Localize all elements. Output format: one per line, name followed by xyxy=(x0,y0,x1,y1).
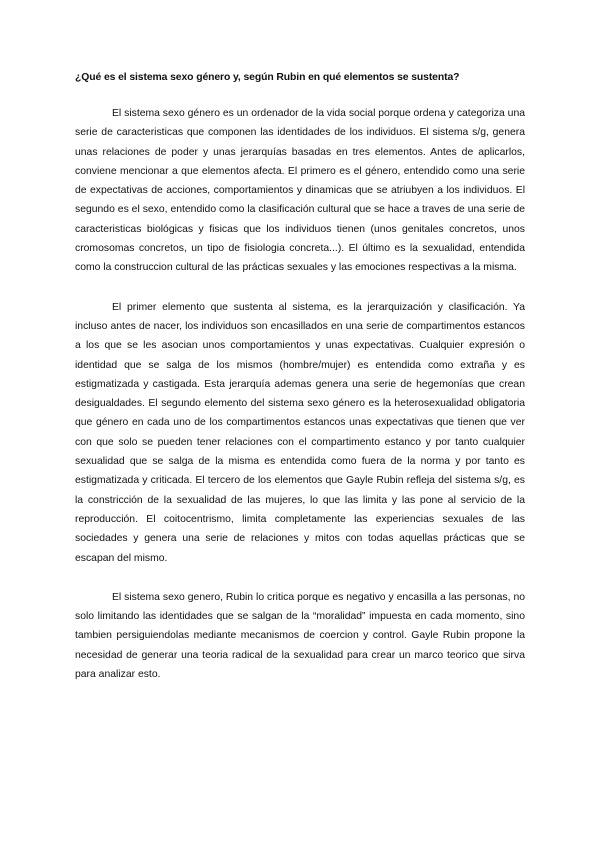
paragraph-1: El sistema sexo género es un ordenador de la vida social porque ordena y categoriza una serie de caracteristicas que componen las identidades de los individuos. El sistema s/g, genera unas relaciones de poder y unas jerarquías basadas en tres elementos. Antes de aplicarlos, conviene mencionar a que elementos afecta. El primero es el género, entendido como una serie de expectativas de acciones, comportamientos y dinamicas que se atriubyen a los individuos. El segundo es el sexo, entendido como la clasificación cultural que se hace a traves de una serie de caracteristicas biológicas y fisicas que los individuos tienen (unos genitales concretos, unos cromosomas concretos, un tipo de fisiologia concreta...). El último es la sexualidad, entendida como la construccion cultural de las prácticas sexuales y las emociones respectivas a la misma. xyxy=(75,108,525,274)
document-heading: ¿Qué es el sistema sexo género y, según Rubin en qué elementos se sustenta? xyxy=(75,72,460,83)
document-body xyxy=(75,71,525,704)
paragraph-2: El primer elemento que sustenta al sistema, es la jerarquización y clasificación. Ya incluso antes de nacer, los individuos son encasillados en una serie de compartimentos estancos a los que se les asocian unos comportamientos y unas expectativas. Cualquier expresión o identidad que se salga de los mismos (hombre/mujer) es entendida como extraña y es estigmatizada y castigada. Esta jerarquía ademas genera una serie de hegemonías que crean desigualdades. El segundo elemento del sistema sexo género es la heterosexualidad obligatoria que género en cada uno de los compartimentos estancos unas expectativas que tienen que ver con que solo se pueden tener relaciones con el compartimento estanco y por tanto cualquier sexualidad que se salga de la misma es entendida como fuera de la norma y por tanto es estigmatizada y criticada. El tercero de los elementos que Gayle Rubin refleja del sistema s/g, es la constricción de la sexualidad de las mujeres, lo que las limita y las pone al servicio de la reproducción. El coitocentrismo, limita completamente las experiencias sexuales de las sociedades y genera una serie de relaciones y mitos con todas aquellas prácticas que se escapan del mismo. xyxy=(75,301,525,564)
paragraph-3: El sistema sexo genero, Rubin lo critica porque es negativo y encasilla a las personas, no solo limitando las identidades que se salgan de la “moralidad” impuesta en cada momento, sino tambien persiguiendolas mediante mecanismos de coercion y control. Gayle Rubin propone la necesidad de generar una teoria radical de la sexualidad para crear un marco teorico que sirva para analizar esto. xyxy=(75,591,525,681)
